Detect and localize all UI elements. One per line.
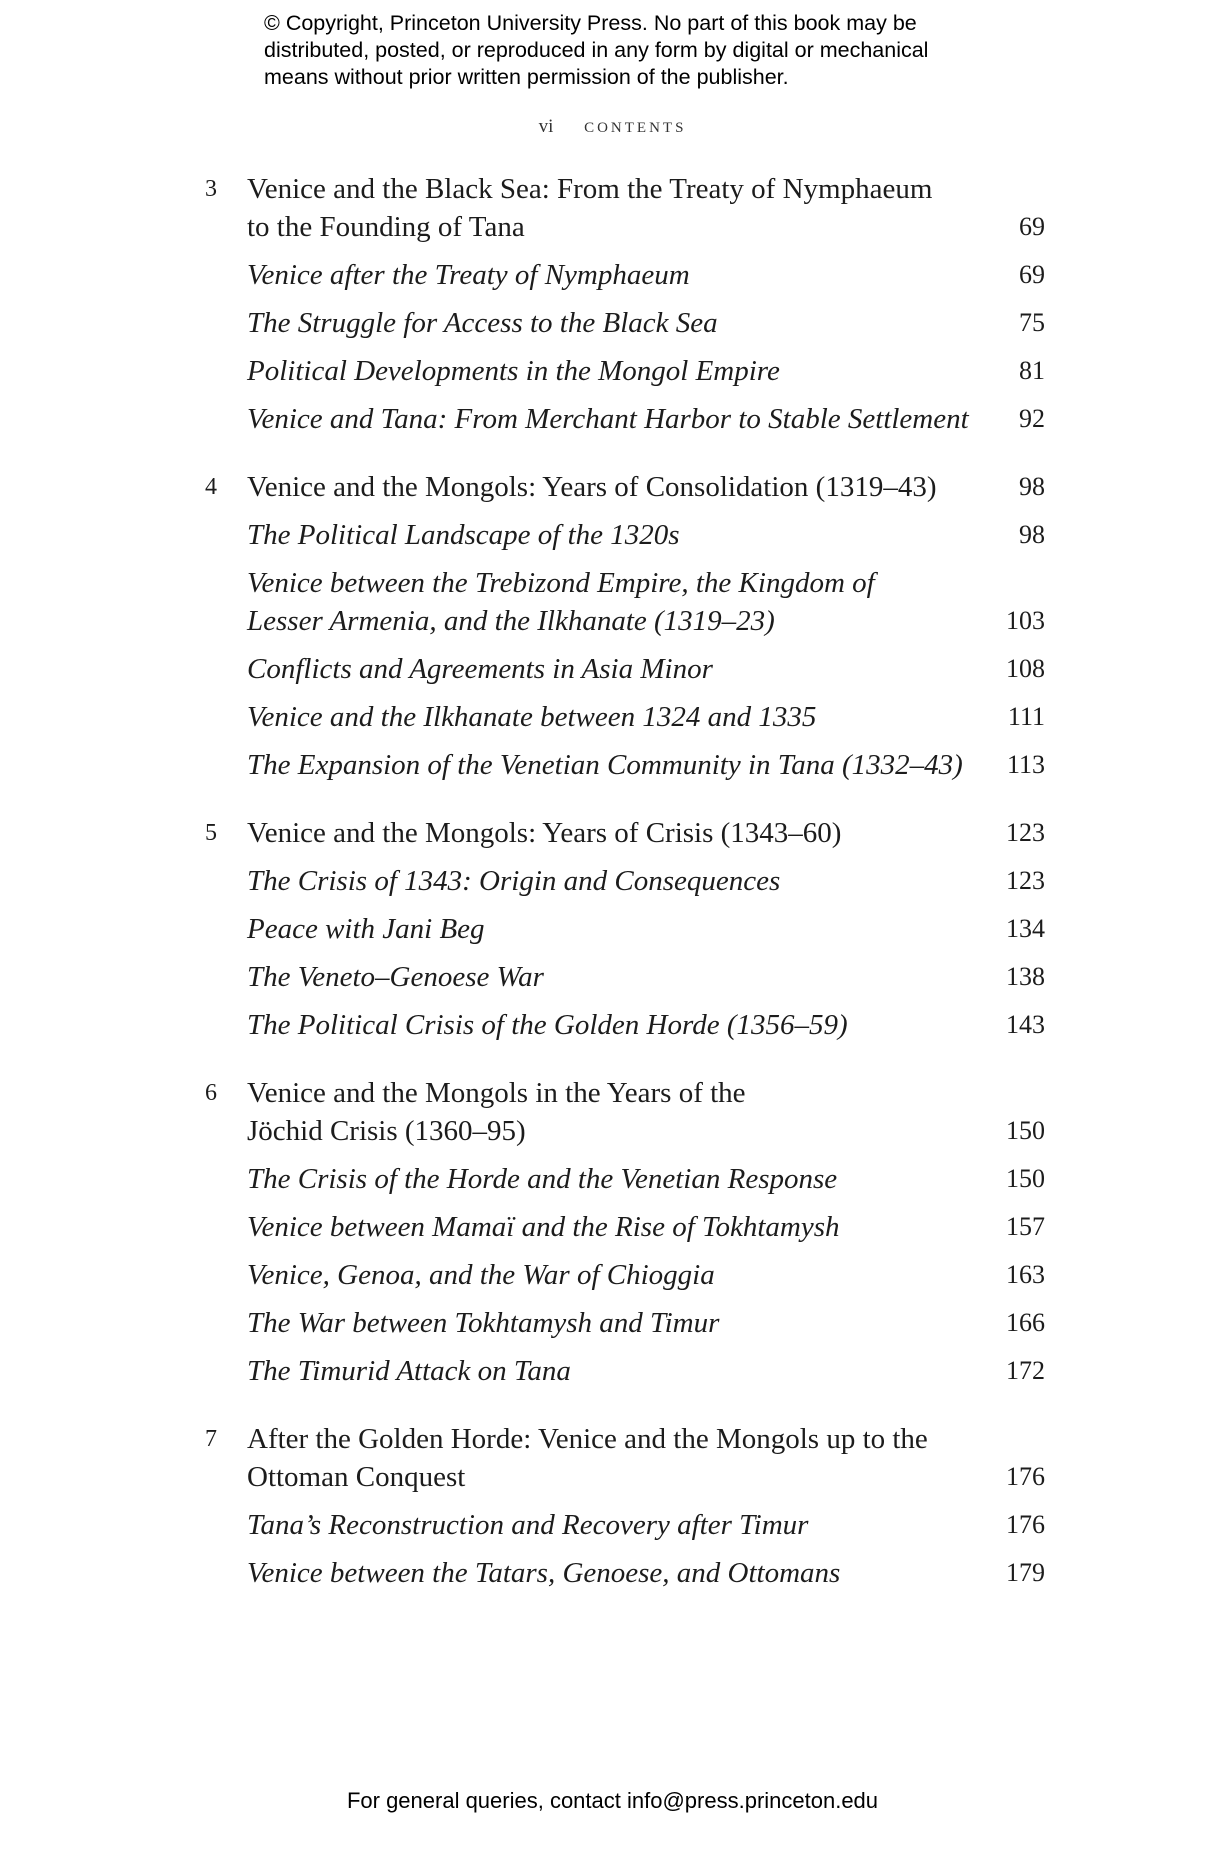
section-title: The Political Landscape of the 1320s <box>247 519 680 551</box>
section-page-number: 123 <box>1006 866 1045 895</box>
section-title: Tana’s Reconstruction and Recovery after Timur <box>247 1509 809 1541</box>
chapter-page-number: 69 <box>1019 212 1045 241</box>
section-title: Venice between the Tatars, Genoese, and Ottomans <box>247 1557 841 1589</box>
section-page-number: 92 <box>1019 404 1045 433</box>
chapter-page-number: 176 <box>1006 1462 1045 1491</box>
chapter-title: Venice and the Mongols: Years of Consolidation (1319–43) <box>247 471 937 503</box>
section-title: Venice after the Treaty of Nymphaeum <box>247 259 690 291</box>
section-title: Lesser Armenia, and the Ilkhanate (1319–23) <box>247 605 775 637</box>
section-title: The War between Tokhtamysh and Timur <box>247 1307 720 1339</box>
section-title: The Veneto–Genoese War <box>247 961 544 993</box>
section-page-number: 157 <box>1006 1212 1045 1241</box>
section-page-number: 172 <box>1006 1356 1045 1385</box>
section-page-number: 111 <box>1007 702 1045 731</box>
section-page-number: 103 <box>1006 606 1045 635</box>
section-title: Venice and Tana: From Merchant Harbor to Stable Settlement <box>247 403 969 435</box>
section-page-number: 166 <box>1006 1308 1045 1337</box>
section-page-number: 176 <box>1006 1510 1045 1539</box>
section-title: Venice between Mamaï and the Rise of Tokhtamysh <box>247 1211 840 1243</box>
chapter-page-number: 150 <box>1006 1116 1045 1145</box>
chapter-number: 7 <box>205 1426 217 1452</box>
section-page-number: 150 <box>1006 1164 1045 1193</box>
copyright-line: means without prior written permission of the publisher. <box>264 65 789 89</box>
chapter-page-number: 98 <box>1019 472 1045 501</box>
section-page-number: 143 <box>1006 1010 1045 1039</box>
running-head-label: contents <box>584 112 687 137</box>
chapter-title: to the Founding of Tana <box>247 211 525 243</box>
section-title: Peace with Jani Beg <box>247 913 485 945</box>
chapter-title: Venice and the Mongols in the Years of the <box>247 1077 746 1109</box>
chapter-title: Venice and the Black Sea: From the Treaty of Nymphaeum <box>247 173 933 205</box>
chapter-page-number: 123 <box>1006 818 1045 847</box>
section-title: The Political Crisis of the Golden Horde (1356–59) <box>247 1009 848 1041</box>
section-title: Political Developments in the Mongol Empire <box>247 355 780 387</box>
chapter-number: 6 <box>205 1080 217 1106</box>
section-title: The Crisis of the Horde and the Venetian Response <box>247 1163 838 1195</box>
section-title: The Struggle for Access to the Black Sea <box>247 307 718 339</box>
section-title: The Expansion of the Venetian Community in Tana (1332–43) <box>247 749 963 781</box>
section-page-number: 113 <box>1006 750 1045 779</box>
copyright-line: distributed, posted, or reproduced in any form by digital or mechanical <box>264 38 929 62</box>
page-folio: vi <box>538 116 554 137</box>
section-title: Conflicts and Agreements in Asia Minor <box>247 653 713 685</box>
section-page-number: 81 <box>1019 356 1045 385</box>
chapter-number: 5 <box>205 820 217 846</box>
chapter-title: After the Golden Horde: Venice and the Mongols up to the <box>247 1423 928 1455</box>
copyright-line: © Copyright, Princeton University Press. No part of this book may be <box>264 11 917 35</box>
footer-contact: For general queries, contact info@press.princeton.edu <box>346 1788 879 1813</box>
section-page-number: 134 <box>1006 914 1045 943</box>
section-page-number: 75 <box>1019 308 1045 337</box>
section-title: Venice between the Trebizond Empire, the Kingdom of <box>247 567 875 599</box>
chapter-title: Ottoman Conquest <box>247 1461 466 1493</box>
section-title: The Crisis of 1343: Origin and Consequences <box>247 865 781 897</box>
section-page-number: 69 <box>1019 260 1045 289</box>
chapter-number: 4 <box>205 474 217 500</box>
chapter-title: Venice and the Mongols: Years of Crisis (1343–60) <box>247 817 842 849</box>
chapter-number: 3 <box>205 176 217 202</box>
section-title: Venice and the Ilkhanate between 1324 and 1335 <box>247 701 817 733</box>
section-page-number: 108 <box>1006 654 1045 683</box>
section-page-number: 163 <box>1006 1260 1045 1289</box>
section-page-number: 179 <box>1006 1558 1045 1587</box>
section-title: Venice, Genoa, and the War of Chioggia <box>247 1259 715 1291</box>
section-page-number: 138 <box>1006 962 1045 991</box>
section-title: The Timurid Attack on Tana <box>247 1355 571 1387</box>
chapter-title: Jöchid Crisis (1360–95) <box>247 1115 526 1147</box>
section-page-number: 98 <box>1019 520 1045 549</box>
